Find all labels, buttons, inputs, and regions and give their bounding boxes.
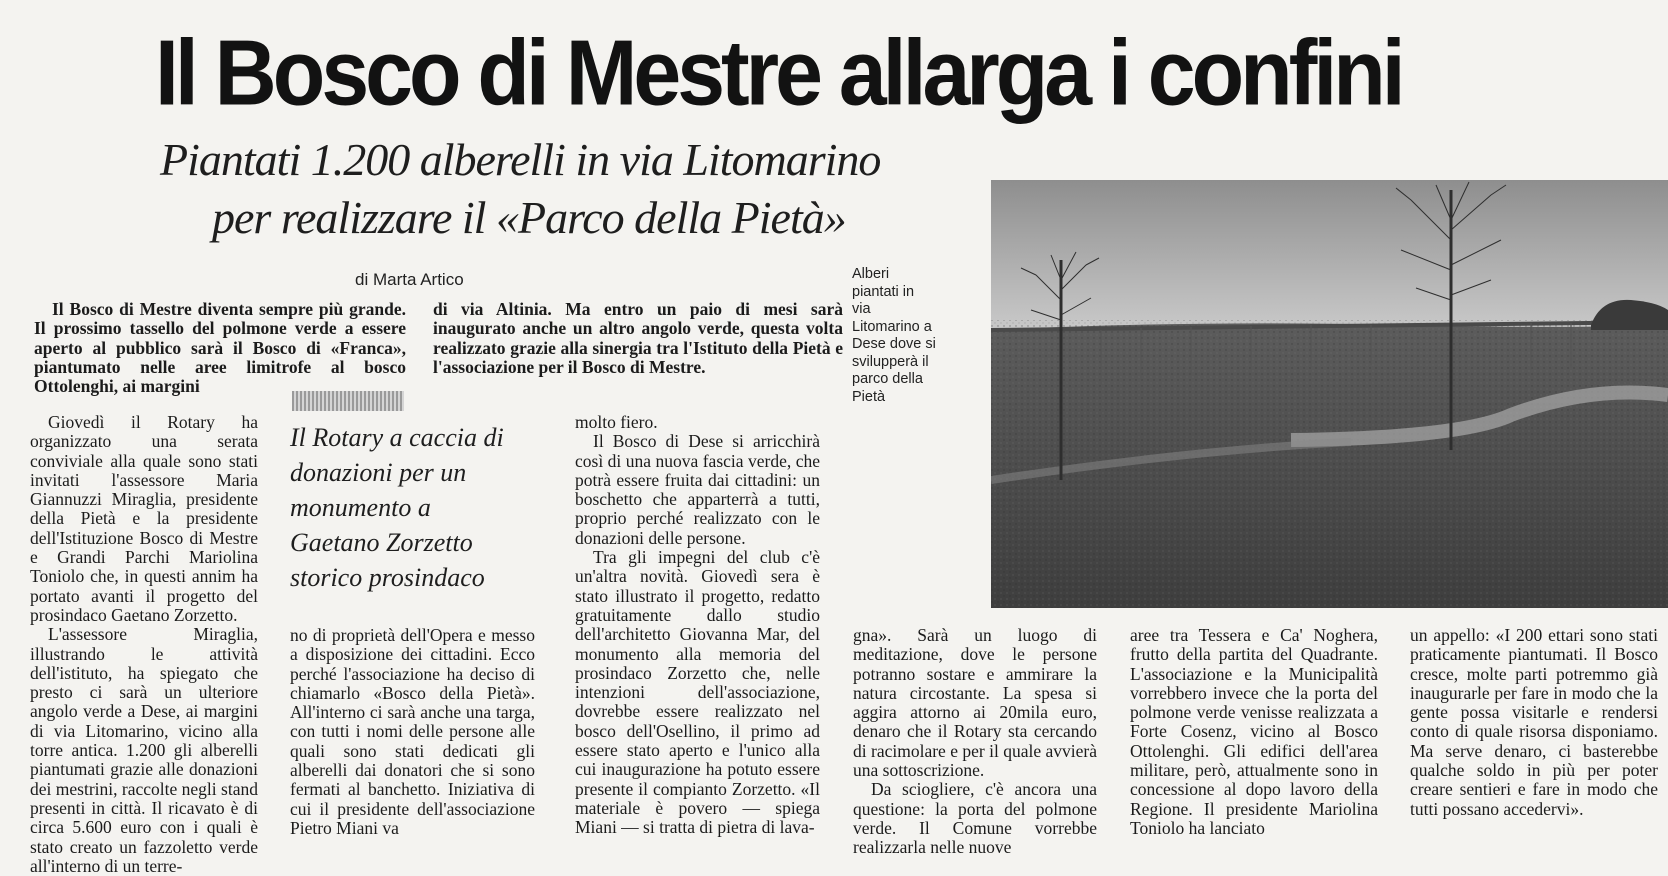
pullquote: Il Rotary a caccia di donazioni per un monumento a Gaetano Zorzetto storico prosindaco [290,423,504,592]
column-3-paragraph-1: molto fiero. [575,412,658,432]
photo-caption: Alberi piantati in via Litomarino a Dese dove si svilupperà il parco della Pietà [852,266,936,405]
photo-sky [991,180,1668,330]
column-4-paragraph-1: gna». Sarà un luogo di meditazione, dove le persone potranno sostare e ammirare la natura circostante. La spesa si aggira attorno ai 20mila euro, denaro che il Rotary sta cercando di racimolare e per il quale avvierà una sottoscrizione. [853,625,1097,781]
column-6 [1410,626,1658,819]
column-5-paragraph-1: aree tra Tessera e Ca' Noghera, frutto della partita del Quadrante. L'associazione e la Municipalità vorrebbero invece che la porta del polmone verde venisse realizzata a Forte Cosenz, vicino al Bosco Ottolenghi. Gli edifici dell'area militare, però, attualmente sono in concessione al dopo lavoro della Regione. Il presidente Mariolina Toniolo ha lanciato [1130,625,1378,838]
subhead-line-2: per realizzare il «Parco della Pietà» [212,192,846,243]
column-3 [575,413,820,838]
photo-trees-via-litomarino [991,180,1668,608]
lead-paragraph-1: Il Bosco di Mestre diventa sempre più grande. Il prossimo tassello del polmone verde a essere aperto al pubblico sarà il Bosco di «Franca», piantumato nelle aree limitrofe al bosco Ottolenghi, ai margini [34,299,406,397]
column-1 [30,413,258,876]
column-1-paragraph-2: L'assessore Miraglia, illustrando le attività dell'istituto, ha spiegato che presto ci sarà un ulteriore angolo verde a Dese, ai margini di via Litomarino, vicino alla torre antica. 1.200 gli alberelli piantumati grazie alle donazioni dei mestrini, raccolte negli stand presenti in città. Il ricavato è di circa 5.600 euro con i quali è stato creato un fazzoletto verde all'interno di un terre- [30,624,258,876]
column-2-paragraph-1: no di proprietà dell'Opera e messo a disposizione dei cittadini. Ecco perché l'associazione ha deciso di chiamarlo «Bosco della Pietà». All'interno ci sarà anche una targa, con tutti i nomi delle persone alle quali sono stati dedicati gli alberelli dai donatori che si sono fermati al banchetto. Iniziativa di cui il presidente dell'associazione Pietro Miani va [290,625,535,838]
column-1-paragraph-1: Giovedì il Rotary ha organizzato una serata conviviale alla quale sono stati invitati l'assessore Maria Giannuzzi Miraglia, presidente della Pietà e la presidente dell'Istituzione Bosco di Mestre e Grandi Parchi Mariolina Toniolo che, in questi annim ha portato avanti il progetto del prosindaco Gaetano Zorzetto. [30,412,258,625]
column-2 [290,626,535,838]
pullquote-rule [292,391,404,411]
byline: di Marta Artico [355,270,464,289]
lead-paragraph-2: di via Altinia. Ma entro un paio di mesi sarà inaugurato anche un altro angolo verde, questa volta realizzato grazie alla sinergia tra l'Istituto della Pietà e l'associazione per il Bosco di Mestre. [433,299,843,377]
column-3-paragraph-2: Il Bosco di Dese si arricchirà così di una nuova fascia verde, che potrà essere fruita dai cittadini: un boschetto che apparterrà a tutti, proprio perché realizzato con le donazioni delle persone. [575,431,820,548]
column-6-paragraph-1: un appello: «I 200 ettari sono stati praticamente piantumati. Il Bosco cresce, molte parti potremmo già inaugurarle per fare in modo che la gente possa visitarle e rendersi conto di quale risorsa disponiamo. Ma serve denaro, ci basterebbe qualche soldo in più per poter creare sentieri e fare in modo che tutti possano accedervi». [1410,625,1658,819]
photo-landscape-svg [991,180,1668,608]
headline: Il Bosco di Mestre allarga i confini [155,21,1402,126]
column-3-paragraph-3: Tra gli impegni del club c'è un'altra novità. Giovedì sera è stato illustrato il progetto, redatto gratuitamente dallo studio dell'architetto Giovanna Mar, del monumento alla memoria del prosindaco Zorzetto che, nelle intenzioni dell'associazione, dovrebbe essere realizzato nel bosco dell'Osellino, il primo ad essere stato aperto e l'unico alla cui inaugurazione ha potuto essere presente il compianto Zorzetto. «Il materiale è povero — spiega Miani — si tratta di pietra di lava- [575,547,820,838]
column-4 [853,626,1097,858]
subhead-line-1: Piantati 1.200 alberelli in via Litomarino [160,134,881,185]
column-5 [1130,626,1378,838]
column-4-paragraph-2: Da sciogliere, c'è ancora una questione: la porta del polmone verde. Il Comune vorrebbe realizzarla nelle nuove [853,779,1097,858]
